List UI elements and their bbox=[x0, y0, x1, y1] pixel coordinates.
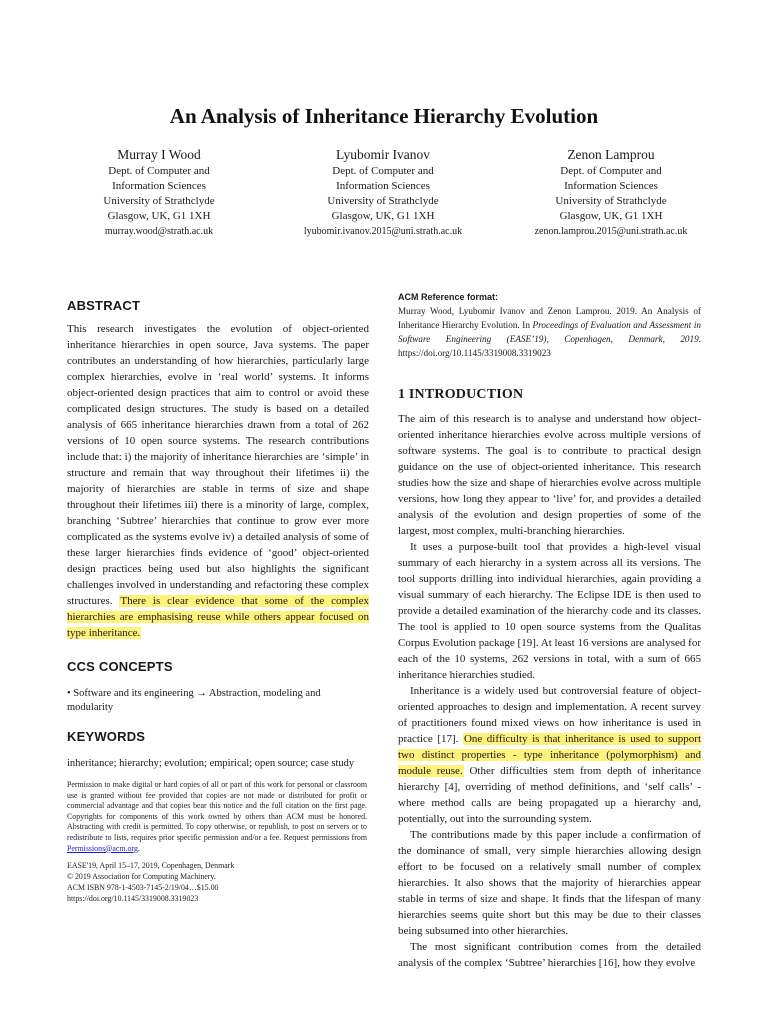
keywords-text: inheritance; hierarchy; evolution; empirical; open source; case study bbox=[67, 758, 355, 769]
reference-label: ACM Reference format: bbox=[398, 292, 499, 302]
author-dept: Dept. of Computer and bbox=[108, 165, 210, 177]
intro-paragraph: The contributions made by this paper include a confirmation of the dominance of small, very simple hierarchies allowing design effort to be focused on a relatively small number of complex hierarchies. It also shows that the majority of hierarchies appear stable in terms of size and shape. It finds that the lifespan of many hierarchies seems quite short but this may be due to their classes being subsumed into other hierarchies. bbox=[398, 829, 701, 937]
author-1 bbox=[34, 146, 284, 239]
author-email[interactable]: zenon.lamprou.2015@uni.strath.ac.uk bbox=[534, 226, 688, 237]
isbn-line: ACM ISBN 978-1-4503-7145-2/19/04…$15.00 bbox=[67, 883, 219, 893]
acm-reference bbox=[398, 290, 701, 360]
copyright-line: © 2019 Association for Computing Machinery. bbox=[67, 872, 216, 882]
abstract-text: This research investigates the evolution of object-oriented inheritance hierarchies in open source, Java systems. The paper contributes an understanding of how hierarchies, particularly large complex hierarchies, evolve in ‘real world’ systems. It informs object-oriented design practices that aim to control or avoid these complicated design structures. The study is based on a detailed analysis of 665 inheritance hierarchies drawn from a total of 262 versions of 10 open source systems. The research contributions include that: i) the majority of inheritance hierarchies are ‘simple’ in structure and remain that way throughout their lifetimes ii) the majority of hierarchies are stable in terms of size and shape throughout their lifetimes iii) there is a minority of large, complex, branching ‘Subtree’ hierarchies that continue to grow ever more complicated as the systems evolve iv) a detailed analysis of some of these larger hierarchies finds evidence of ‘good’ object-oriented design practices being used but also highlights the significant challenges involved in understanding and refactoring these complex structures. There is clear evidence that some of the complex hierarchies are emphasising reuse while others appear focused on type inheritance. bbox=[67, 323, 369, 639]
author-dept: Information Sciences bbox=[112, 180, 206, 192]
author-university: University of Strathclyde bbox=[555, 195, 667, 207]
author-dept: Information Sciences bbox=[336, 180, 430, 192]
author-dept: Dept. of Computer and bbox=[560, 165, 662, 177]
keywords-heading: KEYWORDS bbox=[67, 729, 146, 744]
author-dept: Information Sciences bbox=[564, 180, 658, 192]
intro-heading: 1 INTRODUCTION bbox=[398, 387, 524, 402]
permission-block bbox=[67, 780, 367, 904]
ccs-text: • Software and its engineering → Abstraction, modeling and modularity bbox=[67, 688, 321, 713]
left-column bbox=[67, 298, 369, 772]
intro-paragraph: The most significant contribution comes from the detailed analysis of the complex ‘Subtree’ hierarchies [16], how they evolve bbox=[398, 941, 701, 969]
author-city: Glasgow, UK, G1 1XH bbox=[559, 210, 663, 222]
author-name: Zenon Lamprou bbox=[567, 147, 655, 162]
author-university: University of Strathclyde bbox=[327, 195, 439, 207]
author-email[interactable]: lyubomir.ivanov.2015@uni.strath.ac.uk bbox=[303, 226, 463, 237]
author-3 bbox=[486, 146, 736, 239]
author-name: Murray I Wood bbox=[117, 147, 201, 162]
intro-paragraph: The aim of this research is to analyse and understand how object-oriented inheritance hierarchies evolve across multiple versions of software systems. The goal is to contribute to practical design guidance on the use of object-oriented inheritance. This research studies how the size and shape of hierarchies evolve across multiple versions, how long they appear to ‘live’ for, and provides a detailed analysis of the evolution and design properties of some of the largest, most complex, multi-branching hierarchies. bbox=[398, 413, 701, 537]
permission-text: Permission to make digital or hard copies of all or part of this work for personal or classroom use is granted without fee provided that copies are not made or distributed for profit or commercial advantage and that copies bear this notice and the full citation on the first page. Copyrights for components of this work owned by others than ACM must be honored. Abstracting with credit is permitted. To copy otherwise, or republish, to post on servers or to redistribute to lists, requires prior specific permission and/or a fee. Request permissions from Permissions@acm.org. bbox=[67, 780, 367, 853]
author-email[interactable]: murray.wood@strath.ac.uk bbox=[104, 226, 214, 237]
author-2 bbox=[258, 146, 508, 239]
intro-paragraph: It uses a purpose-built tool that provides a high-level visual summary of each hierarchy in a system across all its versions. The tool supports drilling into individual hierarchies, again providing a visual summary of each hierarchy. The Eclipse IDE is then used to provide a detailed examination of the hierarchy code and its classes. The tool is applied to 10 open source systems from the Qualitas Corpus Evolution package [19]. At least 16 versions are analysed for each of the 10 systems, 262 versions in total, with a sum of 665 inheritance hierarchies studied. bbox=[398, 541, 701, 681]
intro-highlight: One difficulty is that inheritance is used to support two distinct properties - type inheritance (polymorphism) and module reuse. bbox=[398, 733, 701, 777]
abstract-highlight: There is clear evidence that some of the complex hierarchies are emphasising reuse while others appear focused on type inheritance. bbox=[67, 595, 369, 639]
paper-title: An Analysis of Inheritance Hierarchy Evolution bbox=[169, 104, 599, 128]
intro-paragraph: Inheritance is a widely used but controversial feature of object-oriented approaches to design and implementation. A recent survey of practitioners found mixed views on how inheritance is used in practice [17]. One difficulty is that inheritance is used to support two distinct properties - type inheritance (polymorphism) and module reuse. Other difficulties stem from depth of inheritance hierarchy [4], overriding of method definitions, and ‘self calls’ - where method calls are being propagated up a hierarchy and, potentially, out into the surrounding system. bbox=[398, 685, 702, 825]
reference-text: Murray Wood, Lyubomir Ivanov and Zenon Lamprou. 2019. An Analysis of Inheritance Hierarchy Evolution. In Proceedings of Evaluation and Assessment in Software Engineering (EASE’19), Copenhagen, Denmark, 2019. https://doi.org/10.1145/3319008.3319023 bbox=[398, 306, 701, 358]
author-dept: Dept. of Computer and bbox=[332, 165, 434, 177]
publication-info bbox=[67, 860, 367, 904]
author-city: Glasgow, UK, G1 1XH bbox=[107, 210, 211, 222]
author-city: Glasgow, UK, G1 1XH bbox=[331, 210, 435, 222]
right-column bbox=[398, 290, 701, 971]
author-name: Lyubomir Ivanov bbox=[335, 147, 431, 162]
conference-line: EASE'19, April 15–17, 2019, Copenhagen, Denmark bbox=[67, 861, 235, 871]
ccs-heading: CCS CONCEPTS bbox=[67, 659, 173, 674]
doi-line[interactable]: https://doi.org/10.1145/3319008.3319023 bbox=[67, 894, 199, 904]
abstract-heading: ABSTRACT bbox=[67, 298, 141, 313]
author-university: University of Strathclyde bbox=[103, 195, 215, 207]
permissions-link[interactable]: Permissions@acm.org bbox=[67, 843, 138, 853]
